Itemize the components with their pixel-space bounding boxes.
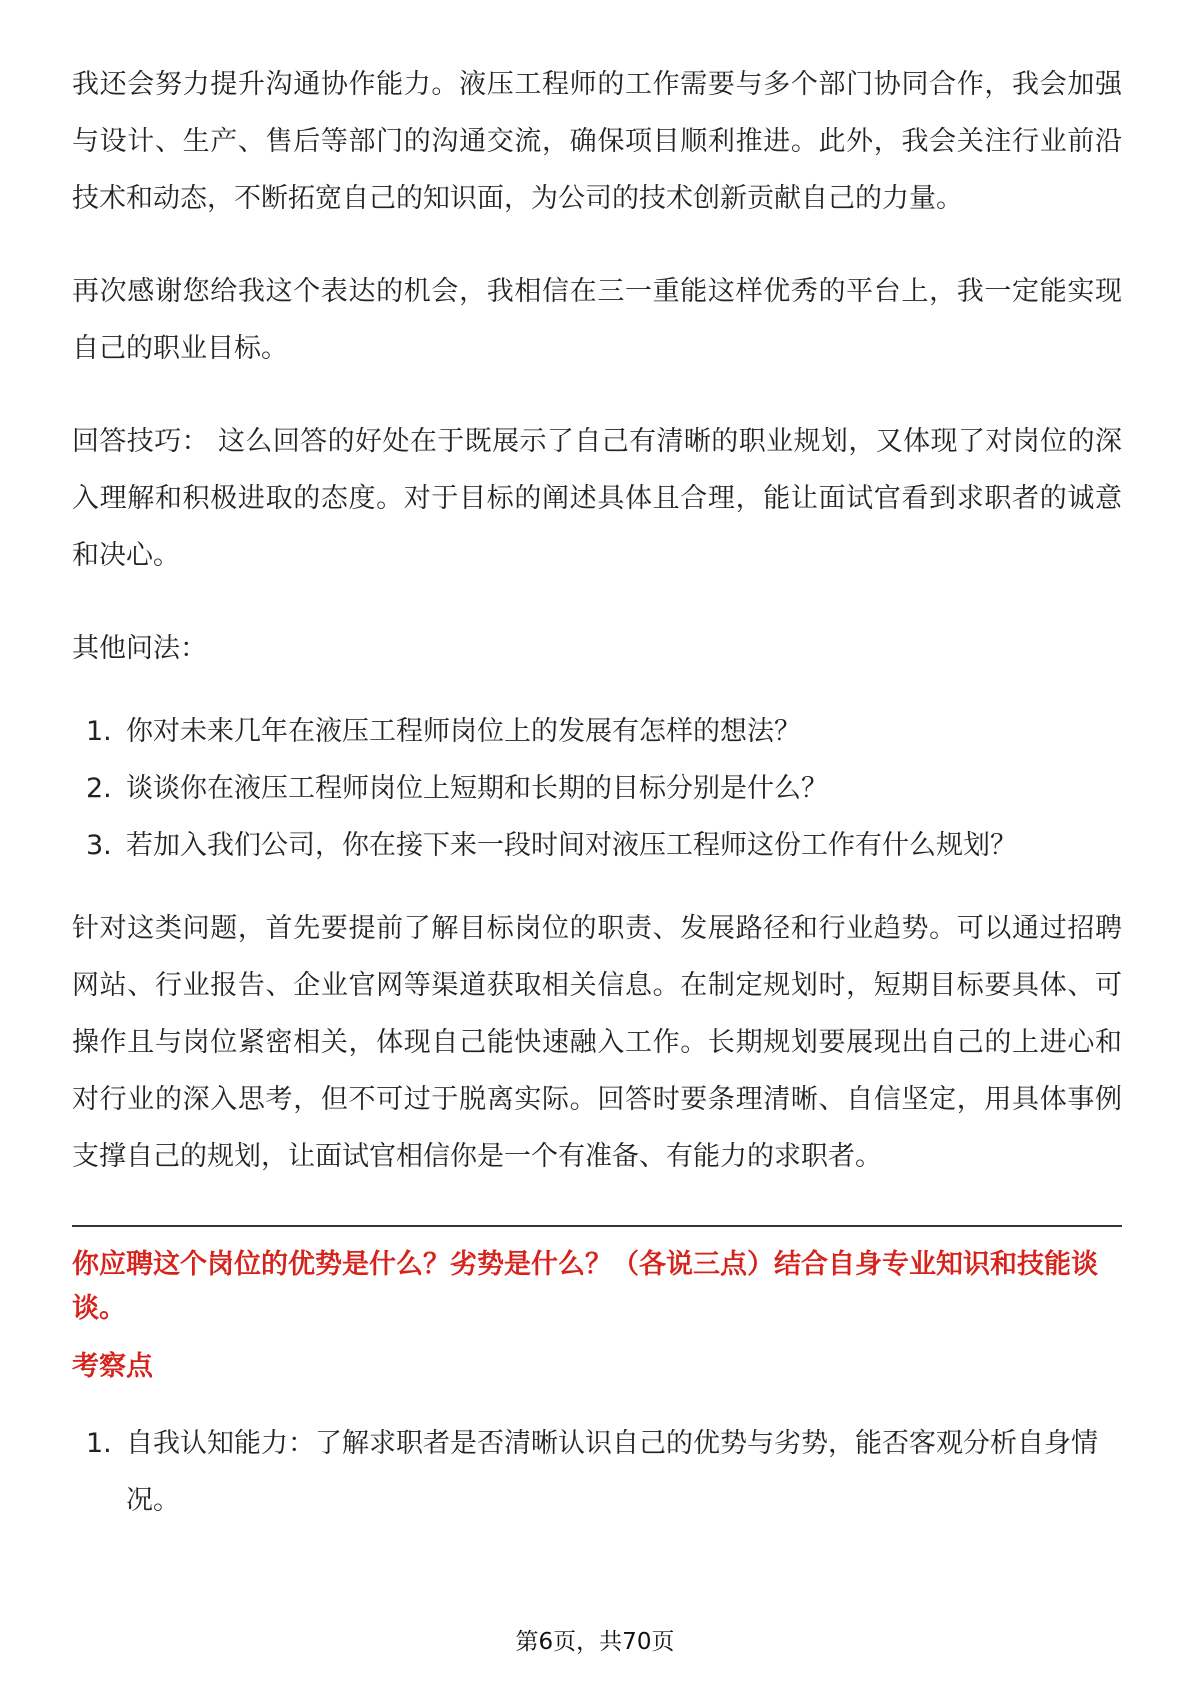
document-body (72, 56, 1122, 1529)
list-item (72, 1415, 1122, 1529)
paragraph-strategy: 针对这类问题，首先要提前了解目标岗位的职责、发展路径和行业趋势。可以通过招聘网站、行业报告、企业官网等渠道获取相关信息。在制定规划时，短期目标要具体、可操作且与岗位紧密相关，体现自己能快速融入工作。长期规划要展现出自己的上进心和对行业的深入思考，但不可过于脱离实际。回答时要条理清晰、自信坚定，用具体事例支撑自己的规划，让面试官相信你是一个有准备、有能力的求职者。 (72, 913, 1122, 1172)
other-questions-list (72, 703, 1122, 874)
other-questions-heading: 其他问法： (72, 633, 207, 664)
list-text: 若加入我们公司，你在接下来一段时间对液压工程师这份工作有什么规划？ (126, 830, 1017, 861)
page-footer: 第6页，共70页 (515, 1629, 675, 1655)
list-number: 3. (86, 830, 112, 861)
paragraph-thanks: 再次感谢您给我这个表达的机会，我相信在三一重能这样优秀的平台上，我一定能实现自己的职业目标。 (72, 276, 1122, 364)
assessment-points-list (72, 1415, 1122, 1529)
question-title: 你应聘这个岗位的优势是什么？劣势是什么？（各说三点）结合自身专业知识和技能谈谈。 (72, 1249, 1098, 1324)
list-number: 1. (86, 1428, 112, 1459)
list-number: 1. (86, 716, 112, 747)
list-text: 谈谈你在液压工程师岗位上短期和长期的目标分别是什么？ (126, 773, 828, 804)
list-item (72, 817, 1122, 874)
list-text: 你对未来几年在液压工程师岗位上的发展有怎样的想法？ (126, 716, 801, 747)
paragraph-answer-tips: 回答技巧： 这么回答的好处在于既展示了自己有清晰的职业规划，又体现了对岗位的深入理解和积极进取的态度。对于目标的阐述具体且合理，能让面试官看到求职者的诚意和决心。 (72, 426, 1122, 571)
list-item (72, 703, 1122, 760)
list-text: 自我认知能力：了解求职者是否清晰认识自己的优势与劣势，能否客观分析自身情况。 (126, 1428, 1098, 1516)
list-item (72, 760, 1122, 817)
paragraph-communication: 我还会努力提升沟通协作能力。液压工程师的工作需要与多个部门协同合作，我会加强与设计、生产、售后等部门的沟通交流，确保项目顺利推进。此外，我会关注行业前沿技术和动态，不断拓宽自己的知识面，为公司的技术创新贡献自己的力量。 (72, 69, 1122, 214)
list-number: 2. (86, 773, 112, 804)
assessment-points-heading: 考察点 (72, 1351, 153, 1382)
